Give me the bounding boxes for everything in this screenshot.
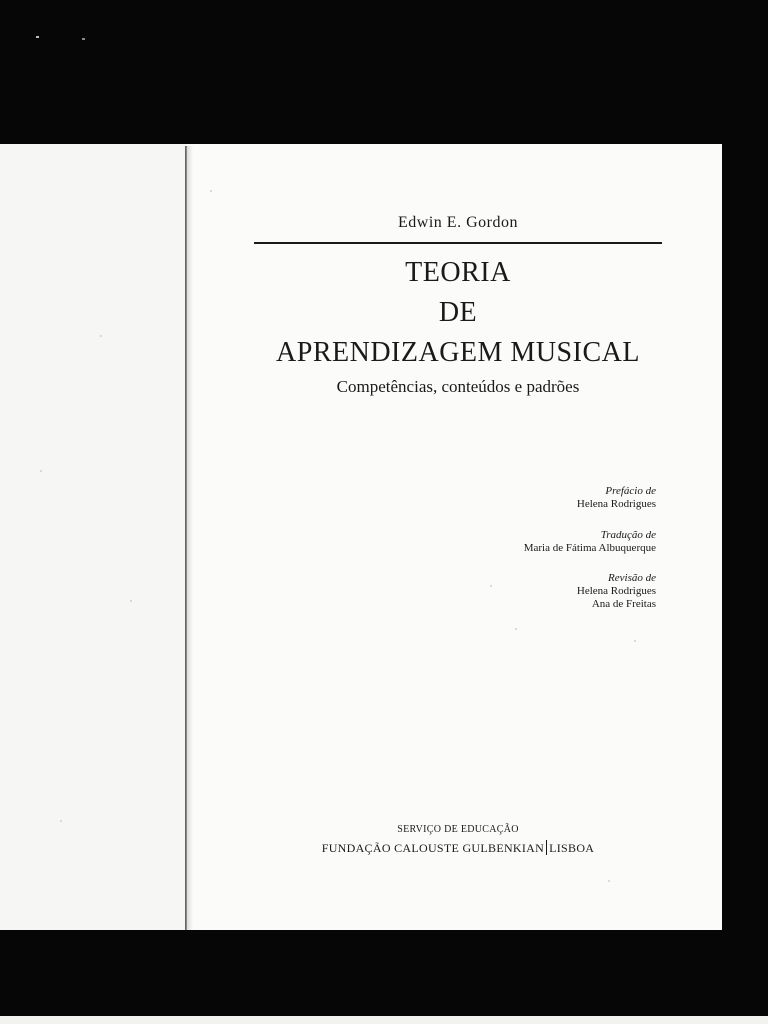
dust-mark (82, 38, 85, 40)
credit-role: Prefácio de (605, 485, 656, 497)
scan-border-right (722, 0, 768, 1024)
title-rule (254, 242, 662, 244)
left-page-edge (0, 144, 186, 930)
book-subtitle: Competências, conteúdos e padrões (336, 377, 580, 396)
credit-preface (396, 485, 656, 511)
credit-role: Revisão de (608, 572, 656, 584)
publisher-imprint (236, 840, 680, 856)
publisher-foundation: FUNDAÇÃO CALOUSTE GULBENKIAN (321, 841, 545, 855)
paper-speck (210, 190, 212, 192)
credit-name: Helena Rodrigues (576, 585, 656, 597)
imprint-separator (546, 840, 547, 855)
paper-speck (634, 640, 636, 642)
author-name: Edwin E. Gordon (398, 214, 518, 231)
paper-speck (130, 600, 132, 602)
credit-name: Maria de Fátima Albuquerque (523, 542, 656, 554)
scan-border-top (0, 0, 768, 144)
paper-speck (608, 880, 610, 882)
paper-speck (100, 335, 102, 337)
scan-edge-strip (0, 1016, 768, 1024)
publisher-city: LISBOA (549, 841, 595, 855)
credit-role: Tradução de (600, 529, 656, 541)
credit-name: Helena Rodrigues (576, 498, 656, 510)
paper-speck (40, 470, 42, 472)
credit-translation (396, 529, 656, 555)
credit-revision (396, 572, 656, 611)
title-line-3: APRENDIZAGEM MUSICAL (276, 337, 640, 368)
dust-mark (36, 36, 39, 38)
scan-border-bottom (0, 930, 768, 1016)
paper-speck (60, 820, 62, 822)
publisher-department: SERVIÇO DE EDUCAÇÃO (397, 824, 519, 835)
gutter-shadow (187, 146, 193, 930)
paper-speck (515, 628, 517, 630)
credit-name: Ana de Freitas (591, 598, 656, 610)
title-line-1: TEORIA (405, 257, 511, 288)
title-line-2: DE (438, 297, 478, 328)
